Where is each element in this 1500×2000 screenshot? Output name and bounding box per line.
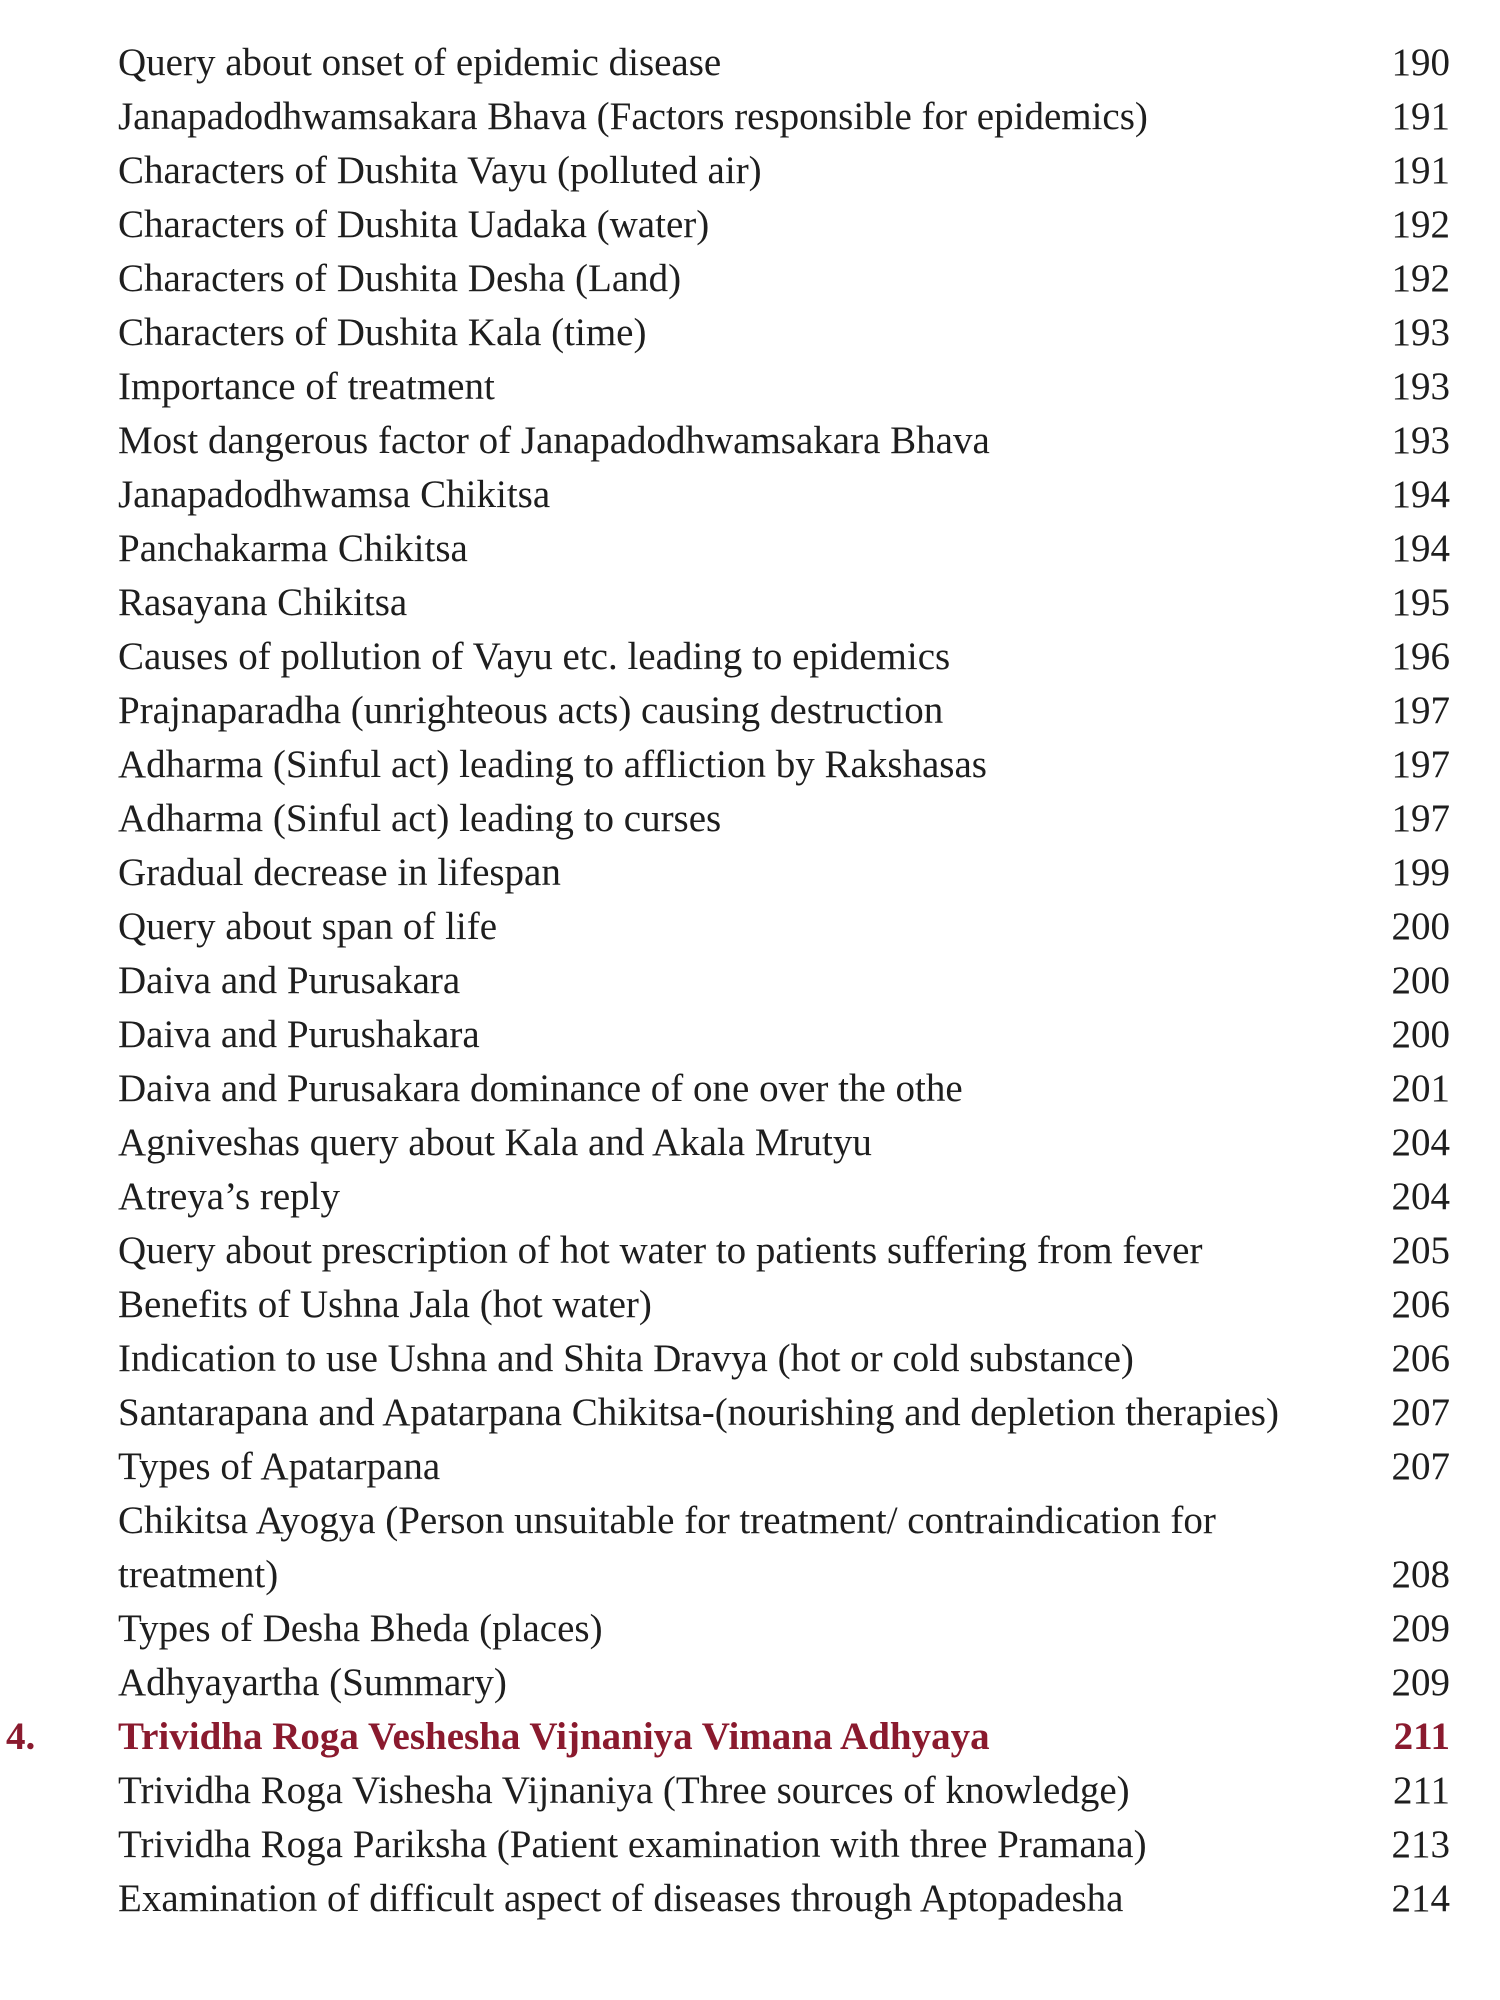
toc-entry bbox=[0, 738, 1500, 792]
toc-entry-page: 191 bbox=[1391, 95, 1450, 138]
toc-entry-title: Types of Desha Bheda (places) bbox=[118, 1607, 603, 1650]
toc-entry-title: Gradual decrease in lifespan bbox=[118, 851, 561, 894]
chapter-page: 211 bbox=[1393, 1715, 1450, 1758]
toc-entry bbox=[0, 1872, 1500, 1926]
toc-entry-title: Most dangerous factor of Janapadodhwamsakara Bhava bbox=[118, 419, 990, 462]
toc-entry bbox=[0, 468, 1500, 522]
toc-entry bbox=[0, 1008, 1500, 1062]
toc-entry bbox=[0, 1386, 1500, 1440]
toc-entry-title: Janapadodhwamsa Chikitsa bbox=[118, 473, 551, 516]
toc-entry-page: 206 bbox=[1391, 1337, 1450, 1380]
toc-entry-page: 204 bbox=[1391, 1121, 1450, 1164]
toc-entry-title: Benefits of Ushna Jala (hot water) bbox=[118, 1283, 652, 1326]
toc-entry bbox=[0, 144, 1500, 198]
toc-entry-page: 206 bbox=[1391, 1283, 1450, 1326]
toc-entry bbox=[0, 1116, 1500, 1170]
toc-entry-page: 201 bbox=[1391, 1067, 1450, 1110]
toc-entry-title: Daiva and Purusakara bbox=[118, 959, 461, 1002]
toc-entry bbox=[0, 1170, 1500, 1224]
toc-entry-title: Atreya’s reply bbox=[118, 1175, 341, 1218]
toc-entry-title: Rasayana Chikitsa bbox=[118, 581, 408, 624]
toc-entry-page: 191 bbox=[1391, 149, 1450, 192]
toc-entry-title: Characters of Dushita Uadaka (water) bbox=[118, 203, 710, 246]
toc-entry-page: 207 bbox=[1391, 1391, 1450, 1434]
toc-entry-title: Daiva and Purushakara bbox=[118, 1013, 480, 1056]
toc-entry-title: Janapadodhwamsakara Bhava (Factors responsible for epidemics) bbox=[118, 95, 1148, 138]
toc-entry-page: 193 bbox=[1391, 365, 1450, 408]
toc-entry bbox=[0, 1764, 1500, 1818]
toc-entry-title: Examination of difficult aspect of diseases through Aptopadesha bbox=[118, 1877, 1124, 1920]
toc-entry-title: Importance of treatment bbox=[118, 365, 495, 408]
toc-entry-title: Query about onset of epidemic disease bbox=[118, 41, 722, 84]
toc-entry bbox=[0, 198, 1500, 252]
toc-entry bbox=[0, 1656, 1500, 1710]
toc-entry-page: 197 bbox=[1391, 743, 1450, 786]
toc-entry-page: 192 bbox=[1391, 257, 1450, 300]
toc-entry-page: 194 bbox=[1391, 473, 1450, 516]
toc-entry-title: Adhyayartha (Summary) bbox=[118, 1661, 507, 1704]
toc-entry-page: 194 bbox=[1391, 527, 1450, 570]
toc-entry-page: 193 bbox=[1391, 311, 1450, 354]
toc-entry bbox=[0, 306, 1500, 360]
toc-entry bbox=[0, 522, 1500, 576]
toc-entry bbox=[0, 1062, 1500, 1116]
toc-entry-title: Characters of Dushita Kala (time) bbox=[118, 311, 647, 354]
toc-entry-title: Query about span of life bbox=[118, 905, 498, 948]
toc-entry-page: 200 bbox=[1391, 905, 1450, 948]
toc-entry-page: 209 bbox=[1391, 1661, 1450, 1704]
toc-entry bbox=[0, 1332, 1500, 1386]
toc-entry-page: 208 bbox=[1391, 1553, 1450, 1596]
toc-entry bbox=[0, 414, 1500, 468]
toc-entry-title: Types of Apatarpana bbox=[118, 1445, 441, 1488]
toc-entry-page: 197 bbox=[1391, 797, 1450, 840]
toc-entry bbox=[0, 90, 1500, 144]
toc-entry bbox=[0, 1278, 1500, 1332]
toc-entry-title: Adharma (Sinful act) leading to curses bbox=[118, 797, 722, 840]
toc-entry-title: Panchakarma Chikitsa bbox=[118, 527, 468, 570]
toc-entry-page: 204 bbox=[1391, 1175, 1450, 1218]
toc-entry bbox=[0, 846, 1500, 900]
toc-entry-page: 190 bbox=[1391, 41, 1450, 84]
toc-entry-page: 196 bbox=[1391, 635, 1450, 678]
toc-entry-page: 193 bbox=[1391, 419, 1450, 462]
toc-entry-page: 214 bbox=[1391, 1877, 1450, 1920]
chapter-title: Trividha Roga Veshesha Vijnaniya Vimana Adhyaya bbox=[118, 1715, 990, 1758]
toc-entry-page: 209 bbox=[1391, 1607, 1450, 1650]
table-of-contents bbox=[0, 36, 1500, 1926]
toc-entry-title: Prajnaparadha (unrighteous acts) causing destruction bbox=[118, 689, 944, 732]
toc-entry bbox=[0, 576, 1500, 630]
toc-entry bbox=[0, 252, 1500, 306]
toc-entry bbox=[0, 900, 1500, 954]
toc-entry-title: Trividha Roga Vishesha Vijnaniya (Three sources of knowledge) bbox=[118, 1769, 1130, 1812]
toc-entry bbox=[0, 792, 1500, 846]
toc-entry bbox=[0, 1818, 1500, 1872]
toc-entry bbox=[0, 1602, 1500, 1656]
toc-entry bbox=[0, 954, 1500, 1008]
toc-entry bbox=[0, 1440, 1500, 1494]
toc-entry-page: 205 bbox=[1391, 1229, 1450, 1272]
toc-entry-page: 200 bbox=[1391, 959, 1450, 1002]
toc-entry-page: 207 bbox=[1391, 1445, 1450, 1488]
toc-entry-title: Characters of Dushita Vayu (polluted air) bbox=[118, 149, 762, 192]
toc-entry-page: 197 bbox=[1391, 689, 1450, 732]
toc-entry-title: Query about prescription of hot water to patients suffering from fever bbox=[118, 1229, 1203, 1272]
toc-entry-page: 213 bbox=[1391, 1823, 1450, 1866]
toc-entry bbox=[0, 1494, 1500, 1602]
toc-entry-page: 195 bbox=[1391, 581, 1450, 624]
toc-entry bbox=[0, 630, 1500, 684]
toc-entry-title: Characters of Dushita Desha (Land) bbox=[118, 257, 682, 300]
toc-entry-title: Agniveshas query about Kala and Akala Mrutyu bbox=[118, 1121, 872, 1164]
chapter-number: 4. bbox=[6, 1715, 36, 1758]
toc-entry bbox=[0, 1224, 1500, 1278]
toc-entry-page: 199 bbox=[1391, 851, 1450, 894]
toc-entry bbox=[0, 684, 1500, 738]
toc-entry-title: Indication to use Ushna and Shita Dravya (hot or cold substance) bbox=[118, 1337, 1134, 1380]
toc-entry bbox=[0, 36, 1500, 90]
toc-entry-title: Daiva and Purusakara dominance of one over the othe bbox=[118, 1067, 963, 1110]
toc-entry-page: 200 bbox=[1391, 1013, 1450, 1056]
toc-entry-title: Adharma (Sinful act) leading to affliction by Rakshasas bbox=[118, 743, 987, 786]
toc-entry bbox=[0, 360, 1500, 414]
toc-entry-title: Causes of pollution of Vayu etc. leading to epidemics bbox=[118, 635, 951, 678]
toc-entry-title: Trividha Roga Pariksha (Patient examination with three Pramana) bbox=[118, 1823, 1147, 1866]
toc-entry-page: 211 bbox=[1392, 1769, 1450, 1812]
toc-chapter-heading bbox=[0, 1710, 1500, 1764]
toc-entry-title: Chikitsa Ayogya (Person unsuitable for treatment/ contraindication for treatment) bbox=[118, 1499, 1216, 1596]
toc-entry-page: 192 bbox=[1391, 203, 1450, 246]
toc-entry-title: Santarapana and Apatarpana Chikitsa-(nourishing and depletion therapies) bbox=[118, 1391, 1279, 1434]
